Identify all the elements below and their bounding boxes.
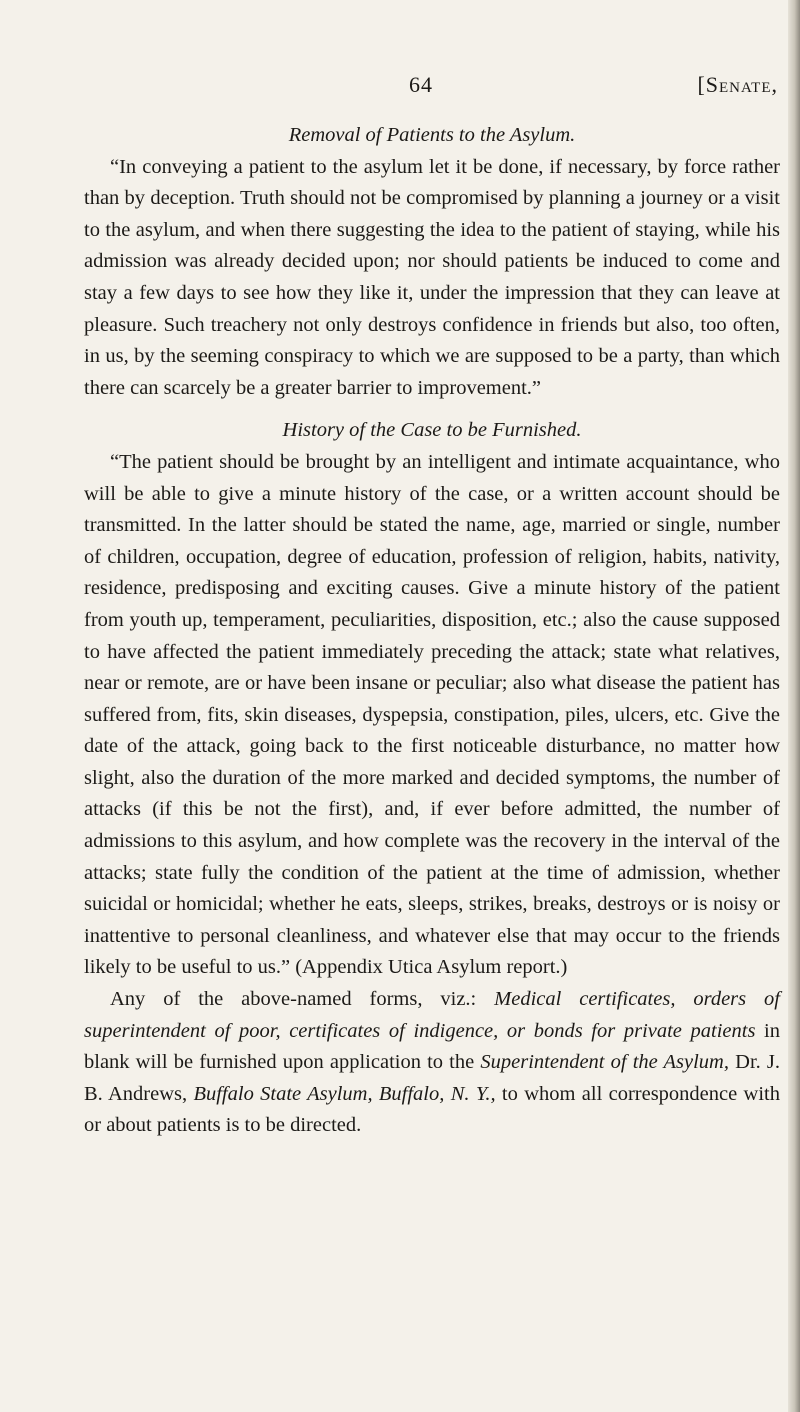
page-edge-shadow <box>788 0 800 1412</box>
forms-list: Medical certificates, orders of superintendent of poor, certificates of indigence, or bonds for private patients <box>84 988 780 1042</box>
asylum-address: Buffalo State Asylum, Buffalo, N. Y., <box>193 1082 496 1105</box>
page-header <box>60 72 782 112</box>
running-head: [Senate, <box>697 72 778 97</box>
forms-text-4: to whom all correspondence with or about patients is to be directed. <box>84 1082 780 1137</box>
section-title-history: History of the Case to be Furnished. <box>282 419 582 442</box>
paragraph-removal: “In conveying a patient to the asylum let it be done, if necessary, by force rather than by deception. Truth should not be compromised by planning a journey or a visit to the asylum, and when there suggesting the idea to the patient of staying, while his admission was already decided upon; nor should patients be induced to come and stay a few days to see how they like it, under the impression that they can leave at pleasure. Such treachery not only destroys confidence in friends but also, too often, in us, by the seeming conspiracy to which we are supposed to be a party, than which there can scarcely be a greater barrier to improvement.” <box>84 155 780 399</box>
superintendent-title: Superintendent of the Asylum, <box>480 1051 729 1074</box>
forms-text-1: Any of the above-named forms, viz.: <box>110 988 495 1011</box>
forms-text-3: Dr. J. B. Andrews, <box>84 1051 780 1105</box>
paragraph-history: “The patient should be brought by an intelligent and intimate acquaintance, who will be able to give a minute history of the case, or a written account should be transmitted. In the latter should be stated the name, age, married or single, number of children, occupation, degree of education, profession of religion, habits, nativity, residence, predisposing and exciting causes. Give a minute history of the patient from youth up, temperament, peculiarities, disposition, etc.; also the cause supposed to have affected the patient immediately preceding the attack; state what relatives, near or remote, are or have been insane or peculiar; also what disease the patient has suffered from, fits, skin diseases, dyspepsia, constipation, piles, ulcers, etc. Give the date of the attack, going back to the first noticeable disturbance, no matter how slight, also the duration of the more marked and decided symptoms, the number of attacks (if this be not the first), and, if ever before admitted, the number of admissions to this asylum, and how complete was the recovery in the interval of the attacks; state fully the condition of the patient at the time of admission, whether suicidal or homicidal; whether he eats, sleeps, strikes, breaks, destroys or is noisy or inattentive to personal cleanliness, and whatever else that may occur to the friends likely to be useful to us.” (Appendix Utica Asylum report.) <box>84 450 780 979</box>
section-title-removal: Removal of Patients to the Asylum. <box>288 124 576 146</box>
page-number: 64 <box>409 72 433 97</box>
paragraph-forms-notice <box>84 984 780 1142</box>
forms-text-2: in blank will be furnished upon application to the <box>84 1019 780 1074</box>
page-body <box>84 120 780 1142</box>
